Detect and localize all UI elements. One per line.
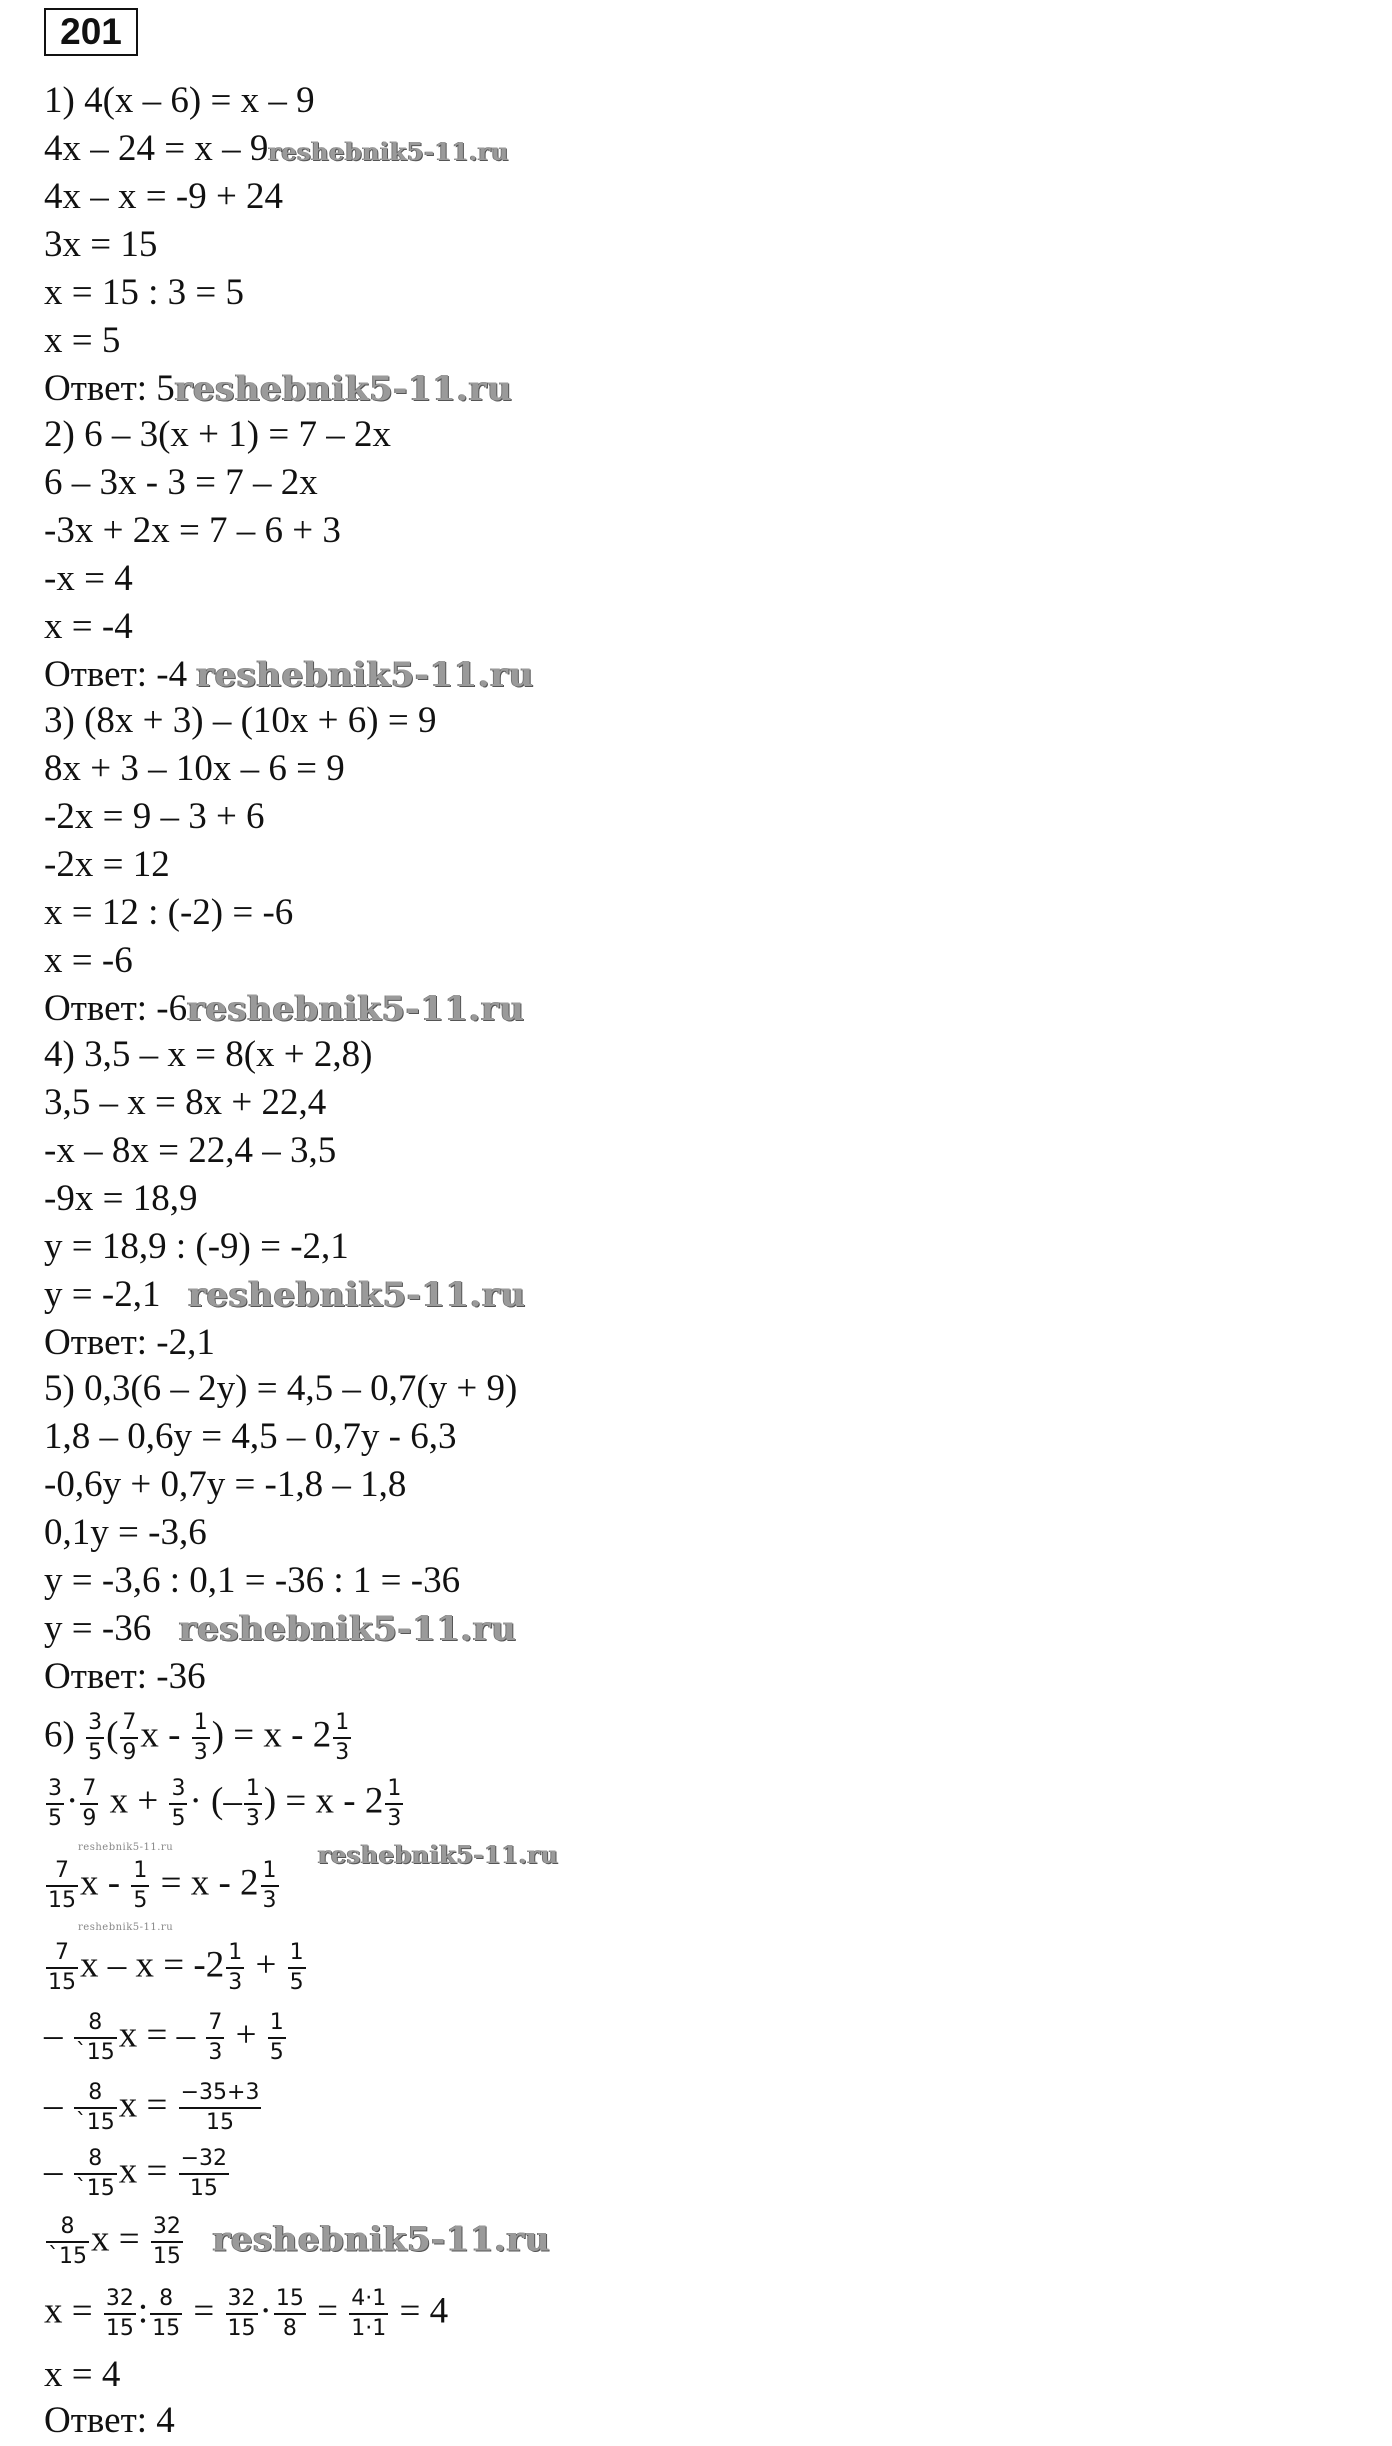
fraction xyxy=(244,1778,262,1830)
line: -2x = 12 xyxy=(44,844,170,885)
fraction xyxy=(151,2216,183,2268)
line: 3x = 15 xyxy=(44,224,158,265)
denominator: 5 xyxy=(289,1970,304,1995)
numerator: 32 xyxy=(104,2288,136,2315)
denominator: 15 xyxy=(105,2316,134,2341)
line: 3) (8x + 3) – (10x + 6) = 9 xyxy=(44,700,437,741)
plus-operator: + xyxy=(137,1780,159,1822)
denominator: 1·1 xyxy=(351,2316,387,2341)
line xyxy=(44,2214,551,2269)
denominator: 3 xyxy=(228,1970,243,1995)
denominator: 3 xyxy=(387,1806,402,1831)
denominator: 15 xyxy=(189,2176,218,2201)
watermark: reshebnik5-11.ru xyxy=(174,369,513,409)
item-number: 6) xyxy=(44,1714,75,1756)
denominator: 15 xyxy=(152,2244,181,2269)
numerator: 4·1 xyxy=(349,2288,388,2315)
denominator: 15 xyxy=(48,1970,76,1995)
dot-operator: · xyxy=(189,1780,202,1822)
denominator: 5 xyxy=(269,2040,284,2065)
line: x = -6 xyxy=(44,940,133,981)
answer-text: Ответ: -4 xyxy=(44,654,188,695)
answer-line xyxy=(44,652,534,698)
minus-operator: – xyxy=(44,2084,63,2126)
dot-operator: · xyxy=(259,2290,272,2332)
fraction xyxy=(104,2288,136,2340)
denominator: 3 xyxy=(193,1740,208,1765)
numerator: 15 xyxy=(274,2288,306,2315)
denominator: 15 xyxy=(152,2316,181,2341)
expr-text: x = xyxy=(118,2014,168,2056)
equation-text: y = -2,1 xyxy=(44,1274,161,1315)
line: x = -4 xyxy=(44,606,133,647)
fraction xyxy=(86,1712,104,1764)
denominator: 5 xyxy=(133,1888,148,1913)
numerator: −35+3 xyxy=(179,2082,262,2109)
fraction xyxy=(169,1778,187,1830)
numerator: 3 xyxy=(86,1712,104,1739)
line: 2) 6 – 3(x + 1) = 7 – 2x xyxy=(44,414,391,455)
line xyxy=(44,1272,526,1318)
line: y = -3,6 : 0,1 = -36 : 1 = -36 xyxy=(44,1560,461,1601)
numerator: 8 xyxy=(46,2216,89,2243)
numerator: 7 xyxy=(80,1778,98,1805)
fraction xyxy=(226,1942,244,1994)
denominator: 5 xyxy=(48,1806,62,1831)
numerator: −32 xyxy=(179,2148,229,2175)
minus-operator: – xyxy=(176,2014,196,2056)
numerator: 1 xyxy=(261,1860,279,1887)
fraction xyxy=(206,2012,224,2064)
numerator: 8 xyxy=(74,2082,117,2109)
fraction xyxy=(46,1778,64,1830)
denominator: 15 xyxy=(48,1888,76,1913)
fraction xyxy=(80,1778,98,1830)
denominator: `15 xyxy=(75,2176,115,2201)
line: x = 4 xyxy=(44,2354,121,2395)
line: 1,8 – 0,6y = 4,5 – 0,7y - 6,3 xyxy=(44,1416,457,1457)
fraction xyxy=(385,1778,403,1830)
fraction xyxy=(74,2148,117,2200)
numerator: 7 xyxy=(206,2012,224,2039)
denominator: 3 xyxy=(335,1740,350,1765)
numerator: 32 xyxy=(151,2216,183,2243)
numerator: 32 xyxy=(226,2288,258,2315)
equation-text: 4x – 24 = x – 9 xyxy=(44,128,269,169)
line: x = 15 : 3 = 5 xyxy=(44,272,245,313)
equals-operator: = xyxy=(317,2290,338,2332)
line xyxy=(44,1858,281,1913)
numerator: 1 xyxy=(244,1778,262,1805)
denominator: 15 xyxy=(227,2316,256,2341)
line: x = 12 : (-2) = -6 xyxy=(44,892,294,933)
fraction xyxy=(150,2288,182,2340)
line xyxy=(44,1776,405,1831)
fraction xyxy=(120,1712,138,1764)
denominator: 8 xyxy=(282,2316,297,2341)
numerator: 7 xyxy=(46,1942,78,1969)
fraction xyxy=(46,1942,78,1994)
line: 3,5 – x = 8x + 22,4 xyxy=(44,1082,327,1123)
line: -x = 4 xyxy=(44,558,133,599)
colon-operator: : xyxy=(137,2290,149,2332)
answer-line: Ответ: -36 xyxy=(44,1656,206,1697)
line xyxy=(44,1606,517,1652)
denominator: 5 xyxy=(171,1806,186,1831)
numerator: 1 xyxy=(288,1942,306,1969)
answer-line xyxy=(44,986,525,1032)
watermark: reshebnik5-11.ru xyxy=(196,655,534,695)
numerator: 1 xyxy=(268,2012,286,2039)
watermark: reshebnik5-11.ru xyxy=(187,989,525,1029)
denominator: 3 xyxy=(208,2040,223,2065)
denominator: 3 xyxy=(245,1806,260,1831)
fraction xyxy=(261,1860,279,1912)
task-number: 201 xyxy=(44,8,138,56)
line: 4) 3,5 – x = 8(x + 2,8) xyxy=(44,1034,373,1075)
answer-text: Ответ: -6 xyxy=(44,988,188,1029)
fraction xyxy=(74,2012,117,2064)
line: 8x + 3 – 10x – 6 = 9 xyxy=(44,748,345,789)
fraction xyxy=(179,2082,262,2134)
expr-text: x = xyxy=(91,2218,140,2260)
dot-operator: · xyxy=(66,1780,79,1822)
equals-operator: = xyxy=(193,2290,215,2332)
numerator: 3 xyxy=(169,1778,187,1805)
numerator: 7 xyxy=(46,1860,78,1887)
line: -9x = 18,9 xyxy=(44,1178,198,1219)
denominator: 3 xyxy=(262,1888,277,1913)
line xyxy=(44,1710,353,1765)
line: 5) 0,3(6 – 2y) = 4,5 – 0,7(y + 9) xyxy=(44,1368,518,1409)
watermark: reshebnik5-11.ru xyxy=(188,1275,526,1315)
fraction xyxy=(288,1942,306,1994)
variable: x xyxy=(109,1780,129,1822)
fraction xyxy=(131,1860,149,1912)
watermark: reshebnik5-11.ru xyxy=(318,1840,559,1869)
denominator: 15 xyxy=(206,2110,235,2135)
numerator: 8 xyxy=(150,2288,182,2315)
expr-text: x - xyxy=(80,1862,121,1904)
denominator: 9 xyxy=(122,1740,137,1765)
denominator: `15 xyxy=(75,2040,115,2065)
expr-text: -2 xyxy=(193,1944,225,1986)
line: -2x = 9 – 3 + 6 xyxy=(44,796,265,837)
line xyxy=(44,126,509,172)
line xyxy=(44,2286,449,2341)
numerator: 1 xyxy=(192,1712,210,1739)
line xyxy=(44,2146,231,2201)
fraction xyxy=(226,2288,258,2340)
answer-line: Ответ: -2,1 xyxy=(44,1322,215,1363)
line: y = 18,9 : (-9) = -2,1 xyxy=(44,1226,349,1267)
line xyxy=(44,2080,263,2135)
minus-operator: – xyxy=(44,2150,63,2192)
equation-text: y = -36 xyxy=(44,1608,152,1649)
line xyxy=(44,1940,308,1995)
numerator: 1 xyxy=(333,1712,351,1739)
expr-text: ) = x - 2 xyxy=(263,1780,384,1822)
fraction xyxy=(333,1712,351,1764)
expr-text: x = xyxy=(118,2084,168,2126)
line: 0,1y = -3,6 xyxy=(44,1512,207,1553)
fraction xyxy=(268,2012,286,2064)
denominator: 5 xyxy=(88,1740,103,1765)
numerator: 3 xyxy=(46,1778,64,1805)
line: -0,6y + 0,7y = -1,8 – 1,8 xyxy=(44,1464,407,1505)
line: 4x – x = -9 + 24 xyxy=(44,176,284,217)
expr-text: x – x = xyxy=(80,1944,194,1986)
watermark: reshebnik5-11.ru xyxy=(78,1922,174,1933)
fraction xyxy=(74,2082,117,2134)
denominator: `15 xyxy=(75,2110,115,2135)
expr-text: ) = x - 2 xyxy=(211,1714,332,1756)
plus-operator: + xyxy=(255,1944,277,1986)
line: 6 – 3x - 3 = 7 – 2x xyxy=(44,462,318,503)
watermark: reshebnik5-11.ru xyxy=(178,1609,517,1649)
numerator: 8 xyxy=(74,2148,117,2175)
fraction xyxy=(274,2288,306,2340)
denominator: 9 xyxy=(82,1806,97,1831)
watermark: reshebnik5-11.ru xyxy=(212,2219,551,2260)
denominator: `15 xyxy=(48,2244,87,2269)
fraction xyxy=(349,2288,388,2340)
watermark: reshebnik5-11.ru xyxy=(268,137,510,166)
numerator: 7 xyxy=(120,1712,138,1739)
fraction xyxy=(192,1712,210,1764)
expr-text: = 4 xyxy=(399,2290,449,2332)
fraction xyxy=(46,1860,78,1912)
numerator: 1 xyxy=(385,1778,403,1805)
expr-text: = x - 2 xyxy=(160,1862,259,1904)
line: -3x + 2x = 7 – 6 + 3 xyxy=(44,510,341,551)
watermark: reshebnik5-11.ru xyxy=(78,1842,174,1853)
answer-text: Ответ: 5 xyxy=(44,368,175,409)
line: x = 5 xyxy=(44,320,121,361)
expr-text: x - xyxy=(140,1714,181,1756)
numerator: 8 xyxy=(74,2012,117,2039)
answer-line: Ответ: 4 xyxy=(44,2400,175,2441)
fraction xyxy=(179,2148,229,2200)
answer-line xyxy=(44,366,512,412)
plus-operator: + xyxy=(235,2014,257,2056)
minus-operator: – xyxy=(44,2014,63,2056)
paren: (– xyxy=(211,1780,242,1822)
line: -x – 8x = 22,4 – 3,5 xyxy=(44,1130,337,1171)
numerator: 1 xyxy=(226,1942,244,1969)
expr-text: x = xyxy=(44,2290,93,2332)
fraction xyxy=(46,2216,89,2268)
line: 1) 4(x – 6) = x – 9 xyxy=(44,80,315,121)
line xyxy=(44,2010,288,2065)
paren: ( xyxy=(106,1714,119,1756)
numerator: 1 xyxy=(131,1860,149,1887)
expr-text: x = xyxy=(118,2150,168,2192)
